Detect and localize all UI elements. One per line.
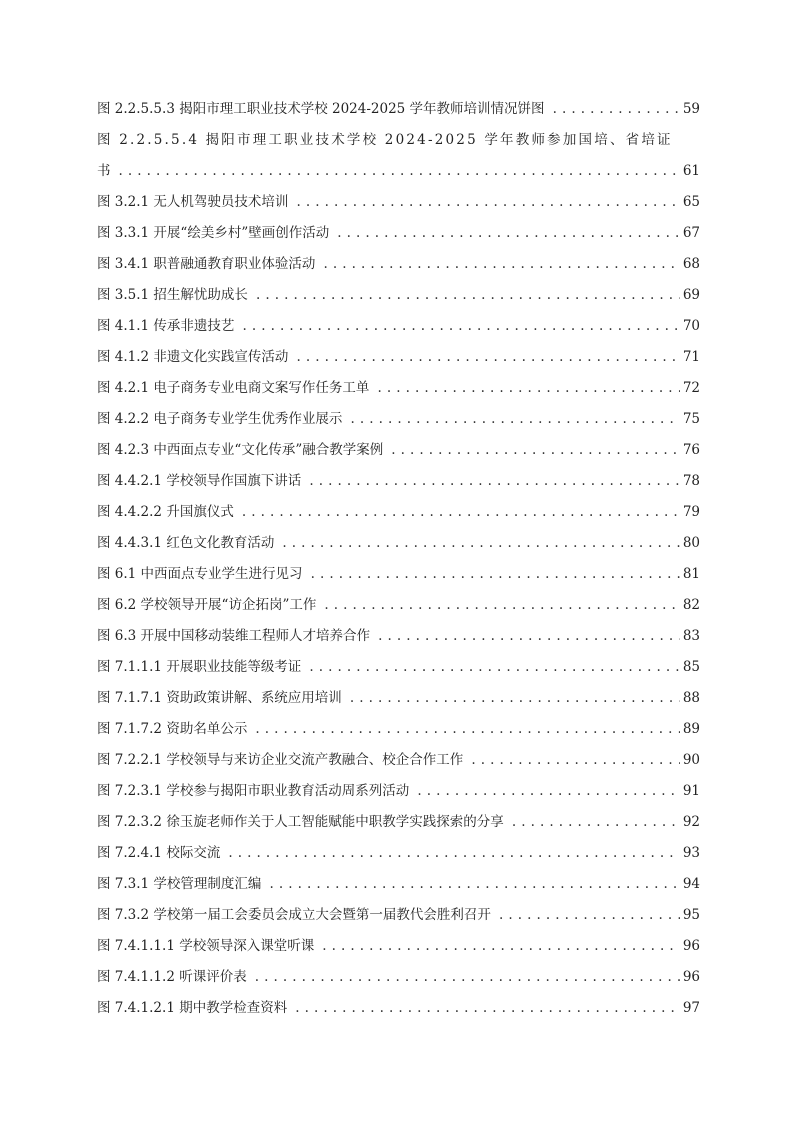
toc-entry[interactable]: [97, 745, 700, 776]
toc-leader-dots: [111, 156, 681, 187]
toc-entry-label: 图 7.1.1.1 开展职业技能等级考证: [97, 659, 302, 675]
toc-entry[interactable]: [97, 187, 700, 218]
toc-leader-dots: [261, 869, 680, 900]
toc-leader-dots: [504, 807, 680, 838]
toc-entry-page: 61: [682, 163, 700, 179]
toc-entry[interactable]: [97, 249, 700, 280]
toc-entry-page: 79: [682, 504, 700, 520]
toc-entry[interactable]: [97, 311, 700, 342]
toc-entry-label: 图 4.1.1 传承非遗技艺: [97, 318, 235, 334]
toc-entry-label: 图 3.5.1 招生解忧助成长: [97, 287, 248, 303]
toc-leader-dots: [463, 745, 680, 776]
toc-entry-label: 图 3.2.1 无人机驾驶员技术培训: [97, 194, 289, 210]
table-of-figures: [97, 94, 700, 1024]
toc-entry-page: 59: [682, 101, 700, 117]
toc-entry[interactable]: [97, 94, 700, 125]
toc-entry-label: 图 7.2.3.1 学校参与揭阳市职业教育活动周系列活动: [97, 783, 410, 799]
toc-leader-dots: [314, 931, 680, 962]
toc-entry[interactable]: [97, 683, 700, 714]
toc-entry-label: 图 3.3.1 开展“绘美乡村”壁画创作活动: [97, 225, 330, 241]
toc-entry-page: 83: [682, 628, 700, 644]
toc-entry-label: 图 7.3.1 学校管理制度汇编: [97, 876, 262, 892]
toc-entry[interactable]: [97, 125, 700, 156]
toc-entry-label: 图 3.4.1 职普融通教育职业体验活动: [97, 256, 316, 272]
toc-entry-label: 图 7.2.2.1 学校领导与来访企业交流产教融合、校企合作工作: [97, 752, 464, 768]
toc-entry-label: 图 7.4.1.1.2 听课评价表: [97, 969, 247, 985]
toc-entry-page: 75: [682, 411, 700, 427]
toc-entry-page: 92: [682, 814, 700, 830]
toc-entry-label: 图 4.2.2 电子商务专业学生优秀作业展示: [97, 411, 343, 427]
toc-entry[interactable]: [97, 342, 700, 373]
toc-entry-label: 图 4.2.3 中西面点专业“文化传承”融合教学案例: [97, 442, 384, 458]
toc-entry-label: 图 4.4.3.1 红色文化教育活动: [97, 535, 275, 551]
toc-entry-label: 图 7.2.3.2 徐玉旋老师作关于人工智能赋能中职教学实践探索的分享: [97, 814, 504, 830]
toc-entry-page: 81: [682, 566, 700, 582]
toc-entry-page: 71: [682, 349, 700, 365]
toc-leader-dots: [342, 404, 680, 435]
toc-entry-page: 96: [682, 969, 700, 985]
toc-leader-dots: [248, 280, 680, 311]
toc-leader-dots: [303, 559, 680, 590]
toc-entry[interactable]: [97, 776, 700, 807]
toc-entry[interactable]: [97, 869, 700, 900]
toc-entry-page: 82: [682, 597, 700, 613]
toc-entry[interactable]: [97, 497, 700, 528]
toc-entry-page: 97: [682, 1000, 700, 1016]
toc-entry-page: 78: [682, 473, 700, 489]
toc-entry-label: 图 2.2.5.5.4 揭阳市理工职业技术学校 2024-2025 学年教师参加国培、省培证: [97, 132, 673, 148]
toc-entry-continuation[interactable]: [97, 156, 700, 187]
toc-leader-dots: [409, 776, 680, 807]
toc-entry[interactable]: [97, 559, 700, 590]
toc-leader-dots: [234, 497, 680, 528]
toc-entry-label: 图 6.3 开展中国移动装维工程师人才培养合作: [97, 628, 371, 644]
toc-entry[interactable]: [97, 466, 700, 497]
toc-leader-dots: [247, 714, 680, 745]
toc-entry[interactable]: [97, 404, 700, 435]
toc-entry-page: 88: [682, 690, 700, 706]
toc-entry-page: 96: [682, 938, 700, 954]
toc-entry-page: 76: [682, 442, 700, 458]
toc-entry-page: 95: [682, 907, 700, 923]
toc-entry[interactable]: [97, 590, 700, 621]
toc-entry-page: 94: [682, 876, 700, 892]
toc-leader-dots: [316, 590, 680, 621]
toc-entry-page: 85: [682, 659, 700, 675]
toc-leader-dots: [369, 373, 680, 404]
toc-leader-dots: [383, 435, 680, 466]
toc-entry-page: 65: [682, 194, 700, 210]
toc-leader-dots: [287, 993, 680, 1024]
toc-entry[interactable]: [97, 900, 700, 931]
toc-leader-dots: [234, 311, 680, 342]
toc-entry[interactable]: [97, 373, 700, 404]
toc-leader-dots: [342, 683, 680, 714]
toc-leader-dots: [288, 187, 680, 218]
toc-entry[interactable]: [97, 931, 700, 962]
toc-leader-dots: [288, 342, 680, 373]
toc-entry-page: 93: [682, 845, 700, 861]
toc-entry-label: 图 4.1.2 非遗文化实践宣传活动: [97, 349, 289, 365]
toc-leader-dots: [545, 94, 680, 125]
toc-leader-dots: [315, 249, 680, 280]
toc-entry-label: 图 7.3.2 学校第一届工会委员会成立大会暨第一届教代会胜利召开: [97, 907, 491, 923]
toc-leader-dots: [274, 528, 680, 559]
toc-leader-dots: [491, 900, 680, 931]
toc-leader-dots: [370, 621, 680, 652]
toc-entry[interactable]: [97, 218, 700, 249]
toc-entry[interactable]: [97, 528, 700, 559]
toc-entry-page: 68: [682, 256, 700, 272]
toc-entry[interactable]: [97, 807, 700, 838]
toc-entry-label: 图 7.4.1.2.1 期中教学检查资料: [97, 1000, 288, 1016]
toc-entry[interactable]: [97, 280, 700, 311]
toc-leader-dots: [301, 466, 680, 497]
toc-leader-dots: [220, 838, 680, 869]
toc-entry-page: 70: [682, 318, 700, 334]
toc-entry-label: 图 2.2.5.5.3 揭阳市理工职业技术学校 2024-2025 学年教师培训情况饼图: [97, 101, 545, 117]
toc-entry-page: 72: [682, 380, 700, 396]
toc-entry-page: 67: [682, 225, 700, 241]
toc-entry-label: 图 6.2 学校领导开展“访企拓岗”工作: [97, 597, 317, 613]
toc-entry[interactable]: [97, 435, 700, 466]
toc-entry-page: 80: [682, 535, 700, 551]
toc-leader-dots: [247, 962, 680, 993]
toc-entry-label: 图 7.4.1.1.1 学校领导深入课堂听课: [97, 938, 315, 954]
toc-entry-label: 图 7.1.7.2 资助名单公示: [97, 721, 248, 737]
toc-entry-page: 89: [682, 721, 700, 737]
toc-entry-label: 图 4.4.2.1 学校领导作国旗下讲话: [97, 473, 302, 489]
toc-leader-dots: [301, 652, 680, 683]
toc-entry[interactable]: [97, 993, 700, 1024]
toc-entry[interactable]: [97, 838, 700, 869]
toc-entry[interactable]: [97, 621, 700, 652]
toc-entry-label-continuation: 书: [97, 163, 111, 179]
toc-leader-dots: [329, 218, 680, 249]
toc-entry-label: 图 4.4.2.2 升国旗仪式: [97, 504, 234, 520]
toc-entry-page: 91: [682, 783, 700, 799]
toc-entry[interactable]: [97, 714, 700, 745]
toc-entry[interactable]: [97, 962, 700, 993]
toc-entry-label: 图 7.1.7.1 资助政策讲解、系统应用培训: [97, 690, 342, 706]
toc-entry-label: 图 4.2.1 电子商务专业电商文案写作任务工单: [97, 380, 370, 396]
toc-entry-page: 69: [682, 287, 700, 303]
toc-entry-page: 90: [682, 752, 700, 768]
toc-entry-label: 图 7.2.4.1 校际交流: [97, 845, 221, 861]
toc-entry-label: 图 6.1 中西面点专业学生进行见习: [97, 566, 303, 582]
toc-entry[interactable]: [97, 652, 700, 683]
